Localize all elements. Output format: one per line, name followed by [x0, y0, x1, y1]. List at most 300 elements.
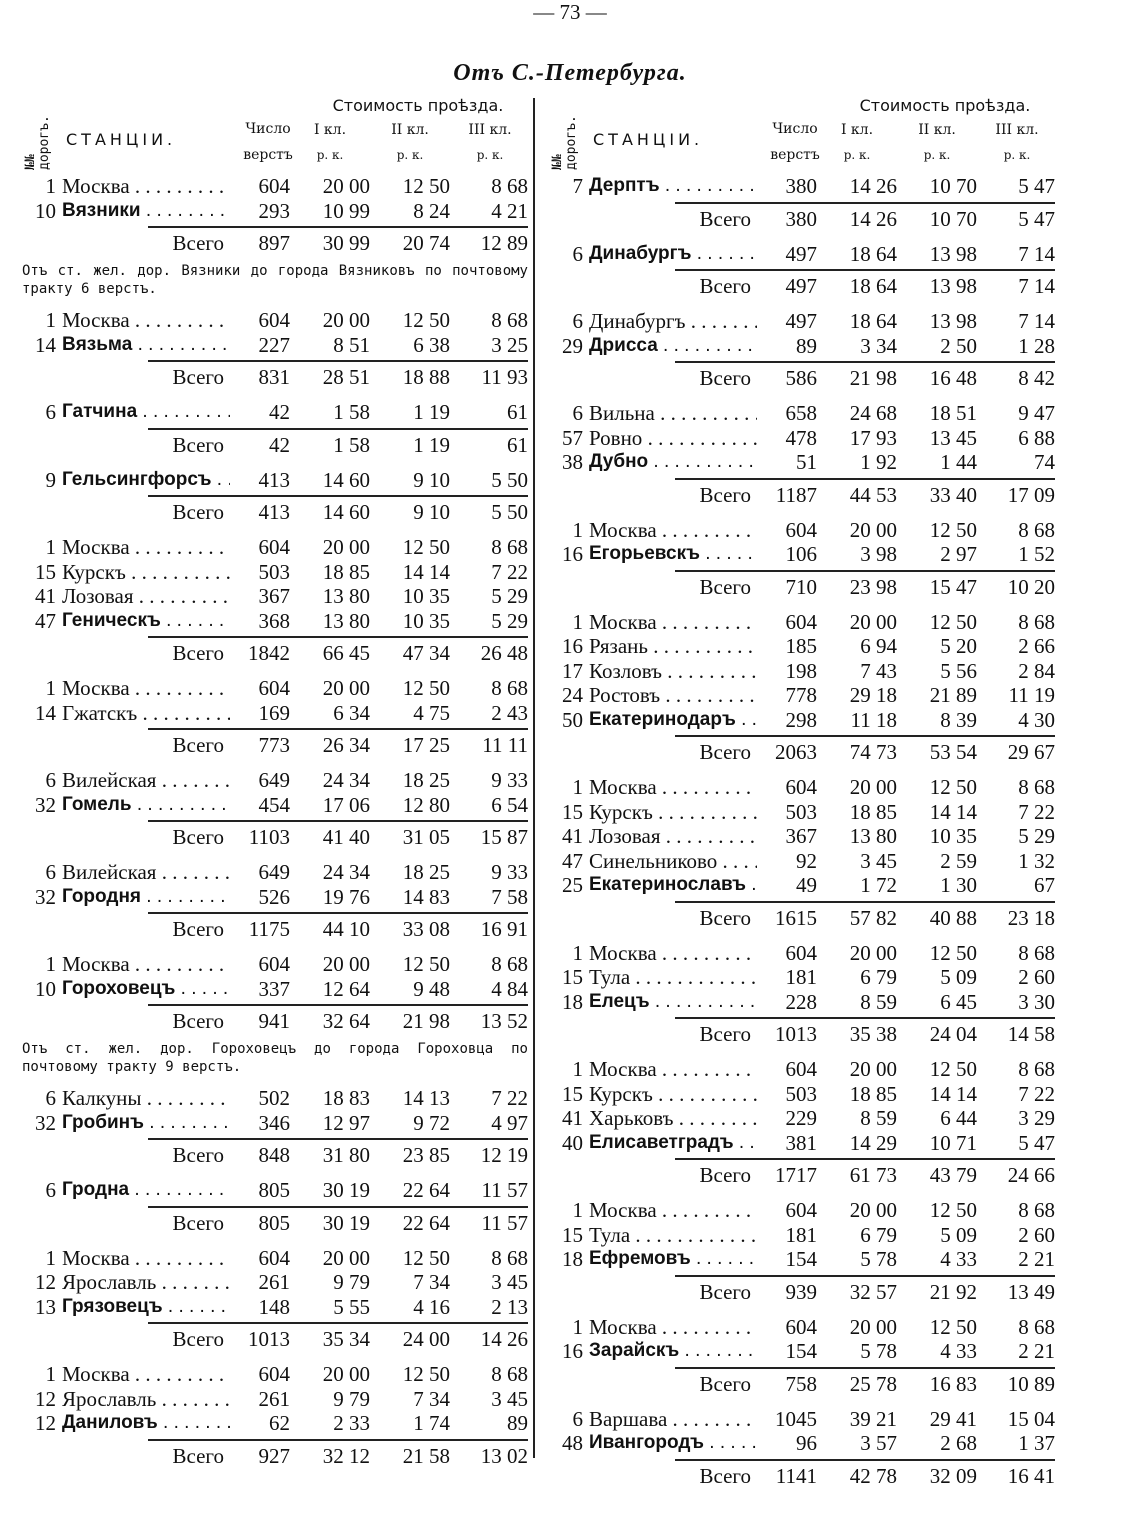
- total-row: [148, 1439, 528, 1469]
- cost-class-3: 8 68: [491, 1245, 528, 1270]
- station-name: Москва . . .: [587, 941, 757, 966]
- cost-class-2: 5 56: [940, 658, 977, 683]
- total-class-2: 23 85: [402, 1143, 450, 1167]
- total-class-1: 42 78: [849, 1463, 897, 1488]
- total-class-2: 22 64: [402, 1210, 450, 1235]
- road-number: 14: [35, 332, 56, 357]
- total-label: Всего: [172, 641, 224, 665]
- cost-class-2: 2 59: [940, 848, 977, 873]
- road-number: 41: [562, 824, 583, 848]
- road-number: 16: [562, 542, 583, 566]
- table-row: [545, 800, 1055, 825]
- station-name: Гжатскъ . . .: [60, 701, 230, 726]
- cost-class-1: 30 19: [322, 1178, 370, 1202]
- table-row: [545, 334, 1055, 359]
- versts: 604: [785, 1198, 817, 1222]
- cost-class-1: 20 00: [849, 775, 897, 799]
- versts: 154: [785, 1339, 817, 1363]
- road-number: 47: [35, 608, 56, 633]
- total-class-1: 61 73: [849, 1163, 897, 1187]
- cost-class-2: 12 50: [402, 676, 450, 700]
- total-class-3: 29 67: [1007, 740, 1055, 764]
- unit-header-2: р. к.: [923, 148, 951, 162]
- total-class-2: 9 10: [413, 500, 450, 524]
- cost-class-2: 14 14: [929, 1081, 977, 1106]
- total-label: Всего: [699, 1163, 751, 1187]
- cost-class-3: 9 33: [491, 768, 528, 792]
- total-class-1: 66 45: [322, 641, 370, 665]
- table-row: [545, 824, 1055, 849]
- cost-class-3: 3 30: [1018, 989, 1055, 1014]
- cost-class-2: 6 38: [413, 332, 450, 357]
- table-row: [545, 1198, 1055, 1223]
- total-versts: 1615: [775, 905, 817, 930]
- station-name: Зарайскъ . . .: [587, 1339, 757, 1364]
- cost-class-3: 5 47: [1018, 1130, 1055, 1155]
- cost-class-1: 13 80: [322, 608, 370, 633]
- table-row: [545, 1131, 1055, 1156]
- cost-header: Стоимость проѣзда.: [859, 96, 1031, 115]
- station-name: Егорьевскъ . . .: [587, 542, 757, 567]
- total-class-2: 53 54: [929, 740, 977, 764]
- cost-class-3: 7 22: [491, 559, 528, 584]
- page-title: Отъ С.-Петербурга.: [453, 60, 687, 86]
- cost-class-1: 20 00: [322, 174, 370, 198]
- cost-class-2: 14 14: [929, 799, 977, 824]
- road-number: 50: [562, 707, 583, 732]
- stations-header: СТАНЦIИ.: [66, 130, 177, 149]
- versts: 604: [785, 940, 817, 965]
- cost-class-1: 20 00: [322, 1245, 370, 1270]
- total-versts: 927: [258, 1443, 290, 1468]
- route-group: [545, 1407, 1055, 1489]
- station-name: Москва . . .: [60, 1362, 230, 1387]
- station-name: Дерптъ . . .: [587, 174, 757, 199]
- road-number: 24: [562, 683, 583, 707]
- route-group: [545, 610, 1055, 766]
- road-number: 6: [572, 241, 583, 266]
- table-row: [18, 860, 528, 885]
- cost-class-1: 8 51: [333, 332, 370, 357]
- cost-class-3: 3 29: [1018, 1106, 1055, 1130]
- total-label: Всего: [172, 365, 224, 389]
- total-class-2: 47 34: [402, 641, 450, 665]
- cost-class-2: 12 80: [402, 792, 450, 817]
- station-name: Гельсингфорсъ . . .: [60, 468, 230, 493]
- cost-class-1: 14 60: [322, 467, 370, 492]
- cost-class-3: 7 14: [1018, 309, 1055, 333]
- cost-class-1: 18 85: [322, 559, 370, 584]
- versts: 604: [258, 308, 290, 332]
- total-class-1: 74 73: [849, 740, 897, 764]
- versts: 478: [785, 425, 817, 450]
- road-number: 1: [572, 940, 583, 965]
- cost-class-2: 4 33: [940, 1247, 977, 1271]
- total-versts: 497: [785, 274, 817, 298]
- cost-class-3: 6 88: [1018, 425, 1055, 450]
- versts: 604: [785, 609, 817, 634]
- total-class-2: 20 74: [402, 231, 450, 255]
- total-class-1: 25 78: [849, 1371, 897, 1396]
- total-row: [148, 428, 528, 458]
- cost-class-1: 20 00: [322, 308, 370, 332]
- cost-class-2: 5 20: [940, 634, 977, 658]
- table-row: [18, 584, 528, 609]
- station-name: Тула . . .: [587, 965, 757, 990]
- cost-class-3: 2 21: [1018, 1339, 1055, 1363]
- cost-class-1: 2 33: [333, 1411, 370, 1435]
- cost-class-3: 1 37: [1018, 1431, 1055, 1455]
- station-name: Варшава . . .: [587, 1407, 757, 1432]
- total-class-2: 33 08: [402, 917, 450, 941]
- total-versts: 413: [258, 500, 290, 524]
- road-number: 40: [562, 1130, 583, 1155]
- station-name: Гродна . . .: [60, 1178, 230, 1203]
- total-label: Всего: [172, 1327, 224, 1351]
- versts: 502: [258, 1086, 290, 1110]
- total-label: Всего: [172, 1009, 224, 1033]
- cost-class-3: 4 97: [491, 1110, 528, 1135]
- cost-class-3: 8 68: [1018, 940, 1055, 965]
- cost-class-2: 14 83: [402, 884, 450, 909]
- versts: 92: [796, 848, 817, 873]
- total-row: [675, 478, 1055, 508]
- cost-class-2: 1 30: [940, 873, 977, 897]
- cost-class-2: 6 44: [940, 1106, 977, 1130]
- total-class-3: 11 93: [481, 365, 528, 389]
- total-class-1: 32 64: [322, 1009, 370, 1033]
- table-row: [545, 610, 1055, 635]
- table-row: [545, 1247, 1055, 1272]
- total-label: Всего: [699, 366, 751, 390]
- total-class-1: 28 51: [322, 365, 370, 389]
- road-number: 6: [45, 860, 56, 884]
- cost-class-1: 18 83: [322, 1086, 370, 1110]
- cost-class-1: 18 85: [849, 799, 897, 824]
- versts: 261: [258, 1270, 290, 1294]
- unit-header-2: р. к.: [396, 148, 424, 162]
- cost-class-3: 74: [1034, 450, 1055, 474]
- total-class-3: 5 47: [1018, 206, 1055, 231]
- versts: 346: [258, 1110, 290, 1135]
- cost-class-3: 2 21: [1018, 1247, 1055, 1271]
- total-row: [675, 361, 1055, 391]
- total-class-1: 14 26: [849, 206, 897, 231]
- versts: 604: [785, 1314, 817, 1339]
- total-label: Всего: [172, 231, 224, 255]
- cost-class-2: 12 50: [929, 1057, 977, 1081]
- station-name: Дубно . . .: [587, 450, 757, 475]
- cost-class-1: 8 59: [860, 989, 897, 1014]
- table-row: [18, 1362, 528, 1387]
- cost-class-1: 7 43: [860, 658, 897, 683]
- station-name: Ярославль . . .: [60, 1270, 230, 1295]
- cost-class-1: 17 06: [322, 792, 370, 817]
- table-row: [18, 676, 528, 701]
- cost-class-1: 1 72: [860, 873, 897, 897]
- versts: 185: [785, 634, 817, 658]
- cost-class-3: 1 28: [1018, 333, 1055, 358]
- road-number: 6: [45, 1178, 56, 1202]
- versts: 181: [785, 965, 817, 989]
- road-number: 1: [45, 1245, 56, 1270]
- total-class-1: 30 99: [322, 231, 370, 255]
- table-row: [545, 708, 1055, 733]
- table-row: [545, 1339, 1055, 1364]
- cost-class-2: 12 50: [402, 1362, 450, 1386]
- total-versts: 939: [785, 1279, 817, 1304]
- total-versts: 831: [258, 365, 290, 389]
- cost-class-2: 9 48: [413, 976, 450, 1001]
- total-class-3: 11 11: [482, 733, 528, 757]
- table-row: [18, 1178, 528, 1203]
- cost-class-1: 14 26: [849, 174, 897, 198]
- total-class-1: 31 80: [322, 1143, 370, 1167]
- station-name: Елисаветградъ . . .: [587, 1131, 757, 1156]
- total-versts: 848: [258, 1143, 290, 1167]
- total-class-1: 41 40: [322, 825, 370, 849]
- station-name: Москва . . .: [60, 174, 230, 199]
- table-header: [18, 92, 528, 174]
- table-row: [545, 1082, 1055, 1107]
- route-group: [545, 518, 1055, 600]
- road-number: 7: [572, 174, 583, 198]
- road-number: 41: [562, 1106, 583, 1130]
- route-group: [545, 775, 1055, 931]
- road-number: 14: [35, 700, 56, 725]
- cost-class-3: 8 68: [1018, 775, 1055, 799]
- total-row: [148, 912, 528, 942]
- total-class-2: 21 92: [929, 1279, 977, 1304]
- total-class-1: 32 57: [849, 1279, 897, 1304]
- cost-class-1: 18 64: [849, 309, 897, 333]
- versts: 293: [258, 198, 290, 223]
- versts: 454: [258, 792, 290, 817]
- cost-class-2: 12 50: [929, 1314, 977, 1339]
- table-row: [545, 965, 1055, 990]
- versts: 778: [785, 683, 817, 707]
- cost-class-1: 20 00: [849, 609, 897, 634]
- cost-class-3: 8 68: [1018, 1198, 1055, 1222]
- total-label: Всего: [172, 1443, 224, 1468]
- cost-class-1: 20 00: [849, 1057, 897, 1081]
- station-name: Москва . . .: [60, 1246, 230, 1271]
- cost-class-2: 2 97: [940, 542, 977, 566]
- road-number: 57: [562, 425, 583, 450]
- total-class-3: 13 49: [1007, 1279, 1055, 1304]
- total-row: [148, 226, 528, 256]
- cost-class-1: 6 34: [333, 700, 370, 725]
- cost-class-1: 20 00: [322, 952, 370, 976]
- station-name: Ярославль . . .: [60, 1387, 230, 1412]
- route-group: [18, 768, 528, 850]
- total-class-1: 23 98: [849, 574, 897, 599]
- total-class-3: 10 89: [1007, 1371, 1055, 1396]
- column-divider: [533, 98, 535, 1458]
- cost-class-1: 20 00: [322, 535, 370, 559]
- station-name: Тула . . .: [587, 1223, 757, 1248]
- total-versts: 1175: [248, 917, 290, 941]
- road-number: 1: [45, 952, 56, 976]
- versts-header: Число верстъ: [243, 121, 293, 163]
- versts: 503: [258, 559, 290, 584]
- class-header-2: II кл.: [918, 122, 956, 138]
- cost-class-2: 10 35: [929, 824, 977, 848]
- versts: 106: [785, 542, 817, 566]
- station-name: Москва . . .: [587, 518, 757, 543]
- cost-class-2: 14 14: [402, 559, 450, 584]
- road-number: 18: [562, 989, 583, 1014]
- table-row: [545, 518, 1055, 543]
- road-number: 6: [572, 401, 583, 425]
- class-header-1: I кл.: [840, 122, 874, 138]
- versts: 62: [269, 1411, 290, 1435]
- table-row: [18, 977, 528, 1002]
- versts: 169: [258, 700, 290, 725]
- total-versts: 586: [785, 366, 817, 390]
- versts-header: Число верстъ: [770, 121, 820, 163]
- cost-class-2: 18 51: [929, 401, 977, 425]
- total-versts: 1187: [775, 482, 817, 507]
- station-name: Москва . . .: [587, 1057, 757, 1082]
- total-class-1: 57 82: [849, 905, 897, 930]
- road-number: 17: [562, 658, 583, 683]
- station-name: Гатчина . . .: [60, 400, 230, 425]
- cost-class-3: 61: [507, 400, 528, 424]
- total-row: [148, 728, 528, 758]
- table-row: [545, 426, 1055, 451]
- total-class-1: 32 12: [322, 1443, 370, 1468]
- cost-class-2: 10 71: [929, 1130, 977, 1155]
- total-versts: 1717: [775, 1163, 817, 1187]
- road-number: 16: [562, 634, 583, 658]
- station-name: Гробинъ . . .: [60, 1111, 230, 1136]
- cost-class-1: 14 29: [849, 1130, 897, 1155]
- table-row: [18, 1270, 528, 1295]
- road-number: 1: [45, 1362, 56, 1386]
- unit-header-1: р. к.: [843, 148, 871, 162]
- route-group: [18, 860, 528, 942]
- class-header-1: I кл.: [313, 122, 347, 138]
- versts: 649: [258, 860, 290, 884]
- cost-class-1: 13 80: [322, 584, 370, 608]
- road-number: 12: [35, 1386, 56, 1411]
- table-row: [545, 775, 1055, 800]
- total-class-2: 15 47: [929, 574, 977, 599]
- versts: 154: [785, 1247, 817, 1271]
- route-group: [545, 1057, 1055, 1188]
- total-class-2: 32 09: [929, 1463, 977, 1488]
- cost-class-2: 21 89: [929, 683, 977, 707]
- unit-header-3: р. к.: [476, 148, 504, 162]
- table-row: [18, 1411, 528, 1436]
- cost-class-3: 3 45: [491, 1386, 528, 1411]
- total-label: Всего: [699, 1371, 751, 1396]
- road-number: 12: [35, 1270, 56, 1294]
- road-number: 15: [562, 965, 583, 989]
- cost-class-2: 5 09: [940, 965, 977, 989]
- total-class-3: 13 02: [480, 1443, 528, 1468]
- table-row: [18, 952, 528, 977]
- table-row: [545, 1407, 1055, 1432]
- road-number: 10: [35, 976, 56, 1001]
- road-number: 1: [45, 676, 56, 700]
- total-label: Всего: [172, 825, 224, 849]
- cost-class-2: 12 50: [402, 535, 450, 559]
- total-class-3: 16 41: [1007, 1463, 1055, 1488]
- cost-class-2: 2 50: [940, 333, 977, 358]
- table-row: [545, 1431, 1055, 1456]
- cost-class-2: 14 13: [402, 1086, 450, 1110]
- cost-class-2: 12 50: [929, 940, 977, 965]
- cost-class-1: 20 00: [849, 940, 897, 965]
- route-group: [18, 1178, 528, 1236]
- cost-class-3: 67: [1034, 873, 1055, 897]
- cost-class-2: 1 44: [940, 450, 977, 474]
- versts: 181: [785, 1222, 817, 1247]
- station-name: Ефремовъ . . .: [587, 1247, 757, 1272]
- road-number: 32: [35, 792, 56, 817]
- left-column: [18, 92, 528, 1479]
- total-versts: 42: [269, 432, 290, 457]
- cost-class-3: 2 43: [491, 700, 528, 725]
- cost-class-1: 19 76: [322, 884, 370, 909]
- total-versts: 2063: [775, 740, 817, 764]
- total-row: [148, 820, 528, 850]
- total-class-3: 12 89: [480, 231, 528, 255]
- station-name: Москва . . .: [60, 952, 230, 977]
- total-class-2: 16 83: [929, 1371, 977, 1396]
- total-row: [148, 1206, 528, 1236]
- cost-class-3: 89: [507, 1411, 528, 1435]
- cost-class-1: 9 79: [333, 1270, 370, 1294]
- total-label: Всего: [699, 574, 751, 599]
- station-name: Курскъ . . .: [587, 1082, 757, 1107]
- route-group: [18, 1246, 528, 1353]
- total-label: Всего: [699, 1463, 751, 1488]
- cost-class-3: 5 29: [1018, 824, 1055, 848]
- cost-class-1: 13 80: [849, 824, 897, 848]
- table-row: [545, 1315, 1055, 1340]
- cost-class-3: 8 68: [491, 676, 528, 700]
- cost-class-2: 22 64: [402, 1178, 450, 1202]
- road-number: 25: [562, 873, 583, 897]
- cost-class-3: 4 30: [1018, 707, 1055, 732]
- route-group: [18, 1362, 528, 1469]
- cost-class-3: 4 84: [491, 976, 528, 1001]
- versts: 337: [258, 976, 290, 1001]
- cost-class-2: 12 50: [402, 308, 450, 332]
- route-group: [18, 535, 528, 666]
- cost-class-3: 8 68: [491, 308, 528, 332]
- versts: 96: [796, 1431, 817, 1455]
- total-label: Всего: [699, 274, 751, 298]
- table-row: [545, 683, 1055, 708]
- total-label: Всего: [172, 1143, 224, 1167]
- road-number: 48: [562, 1431, 583, 1455]
- total-label: Всего: [172, 733, 224, 757]
- cost-class-1: 29 18: [849, 683, 897, 707]
- cost-class-1: 8 59: [860, 1106, 897, 1130]
- cost-class-3: 8 68: [491, 1362, 528, 1386]
- total-class-1: 44 53: [849, 482, 897, 507]
- table-header: [545, 92, 1055, 174]
- page-number: — 73 —: [533, 0, 607, 24]
- table-row: [545, 873, 1055, 898]
- cost-class-2: 10 70: [929, 174, 977, 198]
- versts: 381: [785, 1130, 817, 1155]
- total-versts: 758: [785, 1371, 817, 1396]
